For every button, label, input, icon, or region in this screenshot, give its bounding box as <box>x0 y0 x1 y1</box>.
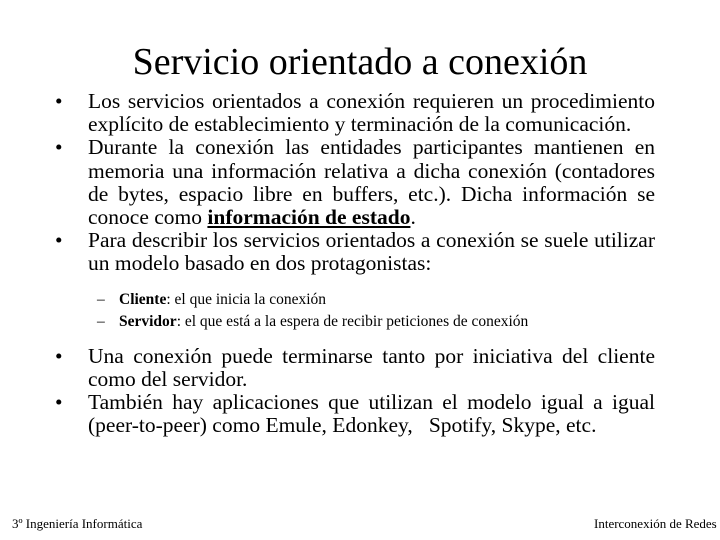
bullet-2 <box>55 136 655 229</box>
bullet-2-emphasis: información de estado <box>207 205 411 230</box>
footer-course: 3º Ingeniería Informática <box>12 516 143 531</box>
bullet-1: • Los servicios orientados a conexión requieren un procedimiento explícito de establecimiento y terminación de la comunicación. <box>55 90 655 136</box>
bullet-2-text: Durante la conexión las entidades participantes mantienen en memoria una información relativa a dicha conexión (contadores de bytes, espacio libre en buffers, etc.). Dicha información se conoce como <box>88 135 655 230</box>
sub-bullet-servidor <box>97 311 655 333</box>
sub-bullet-list <box>97 289 655 333</box>
sub-bullet-desc: : el que inicia la conexión <box>166 290 327 308</box>
sub-bullet-term: Cliente <box>119 290 167 308</box>
sub-bullet-term: Servidor <box>119 312 177 330</box>
slide-title: Servicio orientado a conexión <box>132 41 588 83</box>
sub-bullet-desc: : el que está a la espera de recibir peticiones de conexión <box>176 312 529 330</box>
slide-body <box>55 89 661 438</box>
bullet-5: • También hay aplicaciones que utilizan el modelo igual a igual (peer-to-peer) como Emule, Edonkey, Spotify, Skype, etc. <box>55 391 655 437</box>
footer-subject: Interconexión de Redes <box>594 516 717 531</box>
bullet-4: • Una conexión puede terminarse tanto por iniciativa del cliente como del servidor. <box>55 345 655 391</box>
bullet-3: • Para describir los servicios orientados a conexión se suele utilizar un modelo basado en dos protagonistas: <box>55 229 655 275</box>
bullet-2-end: . <box>410 205 416 230</box>
sub-bullet-cliente <box>97 289 655 311</box>
